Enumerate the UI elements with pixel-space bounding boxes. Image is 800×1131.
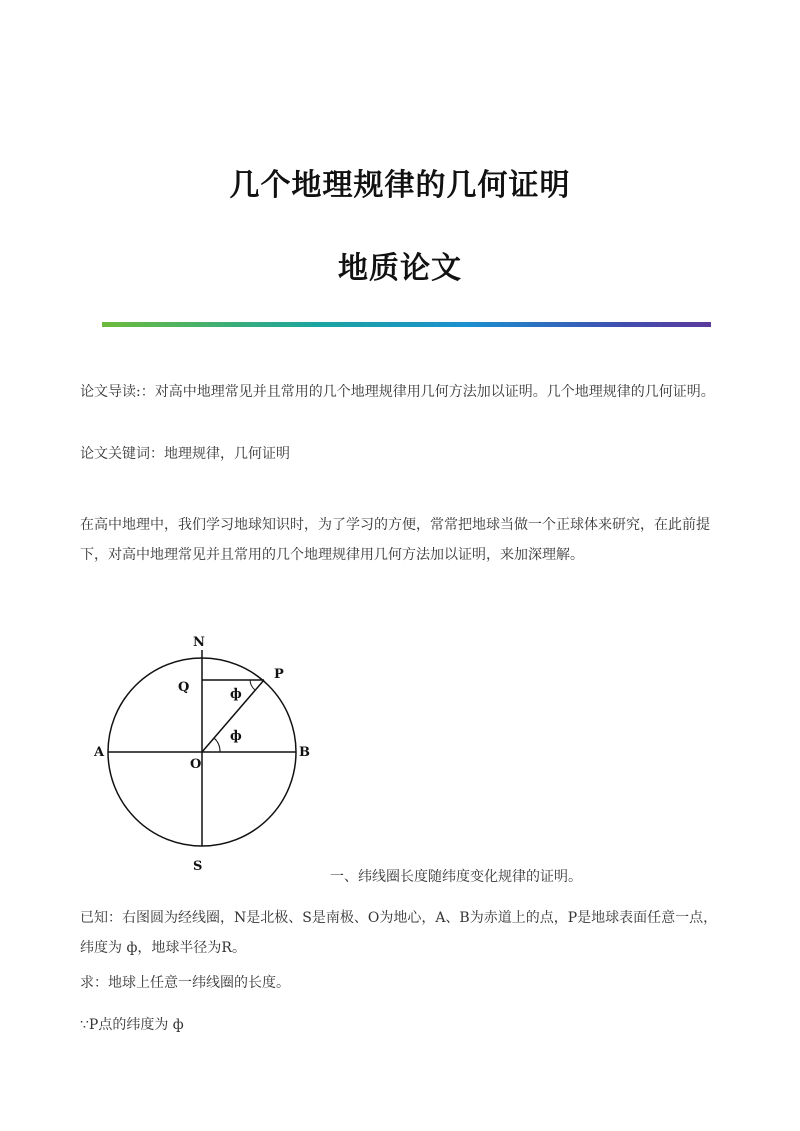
given-paragraph: 已知：右图圆为经线圈，N是北极、S是南极、O为地心，A、B为赤道上的点，P是地球表面任意一点，纬度为 ф，地球半径为R。 (80, 910, 718, 956)
label-n: N (193, 635, 205, 650)
label-a: A (94, 745, 105, 760)
label-phi-upper: ф (230, 687, 242, 702)
abstract-paragraph: 论文导读:：对高中地理常见并且常用的几个地理规律用几何方法加以证明。几个地理规律的几何证明。 (80, 384, 715, 400)
page-title: 几个地理规律的几何证明 (229, 168, 571, 203)
intro-paragraph: 在高中地理中，我们学习地球知识时，为了学习的方便，常常把地球当做一个正球体来研究，在此前提下，对高中地理常见并且常用的几个地理规律用几何方法加以证明，来加深理解。 (80, 517, 710, 563)
find-paragraph: 求：地球上任意一纬线圈的长度。 (80, 975, 290, 991)
label-o: O (190, 757, 202, 772)
label-phi-lower: ф (230, 729, 242, 744)
angle-arc-upper (250, 680, 255, 690)
label-p: P (274, 667, 284, 682)
section-heading: 一、纬线圈长度随纬度变化规律的证明。 (330, 869, 582, 885)
label-s: S (193, 859, 203, 874)
keywords-paragraph: 论文关键词：地理规律，几何证明 (80, 446, 290, 462)
because-paragraph: ∵P点的纬度为 ф (80, 1017, 184, 1033)
meridian-circle-diagram (90, 628, 330, 878)
label-q: Q (178, 680, 190, 695)
angle-arc-lower (214, 738, 220, 752)
page-subtitle: 地质论文 (338, 251, 462, 286)
gradient-divider (102, 322, 711, 327)
label-b: B (299, 745, 310, 760)
